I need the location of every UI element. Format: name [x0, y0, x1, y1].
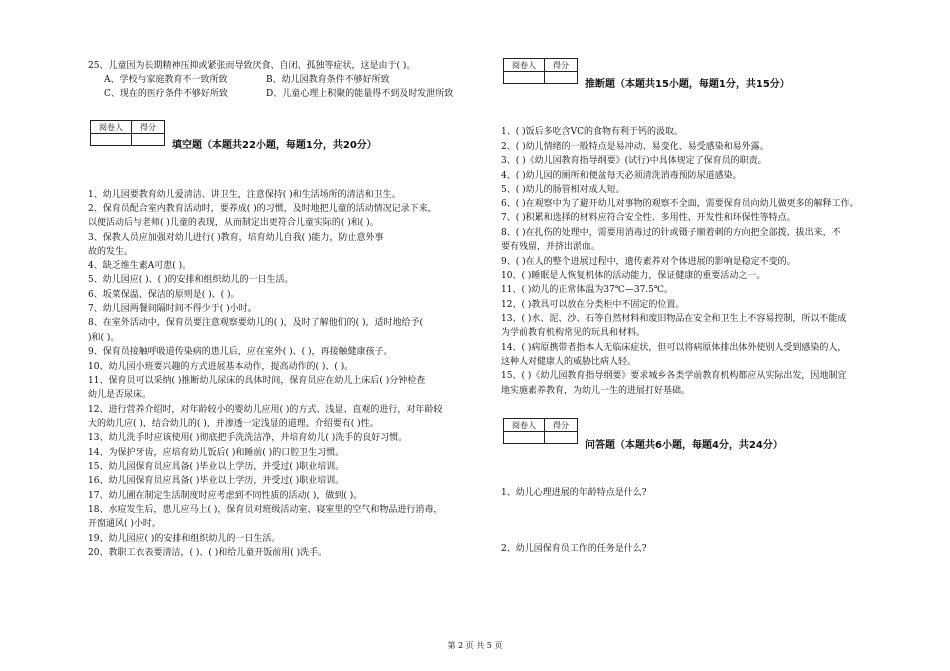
judge-line: 13、( )水、泥、沙、石等自然材料和废旧物品在安全和卫生上不容易控制，所以不能成	[501, 314, 847, 324]
score-cell[interactable]	[545, 432, 578, 444]
fill-line: 7、幼儿园两餐间隔时间不得少于( )小时。	[88, 304, 257, 314]
judge-line: 要有残留，并挤出淤血。	[501, 242, 601, 252]
score-box-qa	[503, 418, 578, 444]
judge-line: 1、( )饭后多吃含VC的食物有利于钙的汲取。	[501, 127, 683, 137]
fill-line: 5、幼儿园应( )、( )的安排和组织幼儿的一日生活。	[88, 275, 294, 285]
option-d: D、儿童心理上积聚的能量得不到及时发泄所致	[266, 89, 454, 99]
judge-line: 7、( )积累和选择的材料应符合安全性、多用性、开发性和环保性等特点。	[501, 213, 796, 223]
judge-line: 2、( )幼儿情绪的一般特点是易冲动、易变化、易受感染和易外露。	[501, 142, 769, 152]
score-box-fill	[90, 120, 165, 146]
judge-line: 11、( )幼儿的正常体温为37℃—37.5℃。	[501, 285, 673, 295]
fill-line: 20、教职工衣表要清洁，( )、( )和给儿童开饭前用( )洗手。	[88, 548, 328, 558]
qa-question-2: 2、幼儿园保育员工作的任务是什么?	[501, 544, 647, 554]
score-cell[interactable]	[132, 134, 165, 146]
fill-line: 14、为保护牙齿，应培育幼儿饭后( )和睡前( )的口腔卫生习惯。	[88, 448, 345, 458]
score-box-judge	[503, 58, 578, 84]
fill-line: 11、保育员可以采纳( )推断幼儿尿床的具体时间，保育员应在幼儿上床后( )分钟检查	[88, 376, 426, 386]
judge-line: 4、( )幼儿园的厕所和便盆每天必须清洗消毒预防尿道感染。	[501, 171, 742, 181]
reviewer-label: 阅卷人	[504, 419, 545, 432]
section-title-qa: 问答题（本题共6小题，每题4分，共24分）	[585, 440, 783, 451]
question-25: 25、儿童因为长期精神压抑或紧张而导致厌食、自闭、孤独等症状，这是由于( )。	[88, 61, 416, 71]
fill-line: 幼儿是否尿床。	[88, 390, 152, 400]
fill-line: 故的发生。	[88, 247, 134, 257]
judge-line: 地实施素养教育，为幼儿一生的进展打好基础。	[501, 386, 691, 396]
judge-line: 12、( )教具可以放在分类柜中不固定的位置。	[501, 300, 685, 310]
fill-line: 9、保育员接触呼吸道传染病的患儿后，应在室外( )、( )，再接触健康孩子。	[88, 347, 393, 357]
judge-line: 5、( )幼儿的肠管相对成人短。	[501, 185, 625, 195]
fill-line: 大的幼儿应( )，结合幼儿的( )，并渗透一定浅显的道理。介绍要有( )性。	[88, 419, 379, 429]
reviewer-label: 阅卷人	[504, 59, 545, 72]
qa-question-1: 1、幼儿心理进展的年龄特点是什么?	[501, 488, 647, 498]
fill-line: 开窗通风( )小时。	[88, 519, 161, 529]
reviewer-cell[interactable]	[504, 72, 545, 84]
fill-line: 1、幼儿园要教育幼儿爱清洁、讲卫生，注意保持( )和生活场所的清洁和卫生。	[88, 190, 401, 200]
page-footer: 第 2 页 共 5 页	[447, 641, 503, 650]
fill-line: 2、保育员配合室内教育活动时，要养成( )的习惯，及时地把儿童的活动情况记录下来，	[88, 204, 437, 214]
reviewer-label: 阅卷人	[91, 121, 132, 134]
judge-line: 10、( )睡眠是人恢复机体的活动能力，保证健康的重要活动之一。	[501, 271, 766, 281]
fill-line: )和( )。	[88, 333, 120, 343]
fill-line: 18、水痘发生后，患儿应马上( )，保育员对班级活动室、寝室里的空气和物品进行消毒，	[88, 505, 443, 515]
fill-line: 以便活动后与老师( )儿童的表现，从而制定出更符合儿童实际的( )和( )。	[88, 218, 379, 228]
section-title-fill: 填空题（本题共22小题，每题1分，共20分）	[172, 140, 377, 151]
judge-line: 3、( )《幼儿园教育指导纲要》(试行)中具体规定了保育员的职责。	[501, 156, 767, 166]
fill-line: 12、进行营养介绍时，对年龄较小的婴幼儿应用( )的方式、浅显、直观的进行，对年龄较	[88, 405, 443, 415]
fill-line: 8、在室外活动中，保育员要注意观察要幼儿的( )，及时了解他们的( )，适时地给予(	[88, 318, 424, 328]
judge-line: 9、( )在人的整个进展过程中，遗传素养对个体进展的影响是稳定不变的。	[501, 257, 796, 267]
judge-line: 8、( )在扎伤的处理中，需要用消毒过的针或镊子顺着刺的方向把全部拨、拔出来，不	[501, 228, 841, 238]
judge-line: 这种人对健康人的威胁比病人轻。	[501, 357, 637, 367]
fill-line: 16、幼儿园保育员应具备( )毕业以上学历，并受过( )职业培训。	[88, 476, 345, 486]
fill-line: 6、坂菜保温、保洁的原则是( )、( )。	[88, 290, 240, 300]
fill-line: 10、幼儿园小班要兴趣的方式进展基本动作，提高动作的( )、( )。	[88, 362, 354, 372]
fill-line: 3、保教人员应加强对幼儿进行( )教育，培育幼儿自我( )能力，防止意外事	[88, 233, 384, 243]
score-cell[interactable]	[545, 72, 578, 84]
score-label: 得分	[545, 419, 578, 432]
option-a: A、学校与家庭教育不一致所致	[104, 75, 228, 85]
judge-line: 14、( )病原携带者指本人无临床症状，但可以将病原体排出体外使别人受到感染的人，	[501, 343, 847, 353]
fill-line: 19、幼儿园应( )的安排和组织幼儿的一日生活。	[88, 534, 281, 544]
judge-line: 为学前教育机构常见的玩具和材料。	[501, 328, 646, 338]
reviewer-cell[interactable]	[504, 432, 545, 444]
fill-line: 4、缺乏维生素A可患( )。	[88, 261, 192, 271]
judge-line: 6、( )在观察中为了避开幼儿对事物的观察不全面，需要保育员向幼儿做更多的解释工作。	[501, 199, 859, 209]
fill-line: 13、幼儿洗手时应该使用( )彻底把手洗洗洁净，并培育幼儿( )洗手的良好习惯。	[88, 433, 408, 443]
section-title-judge: 推断题（本题共15小题，每题1分，共15分）	[585, 79, 790, 90]
fill-line: 17、幼儿圃在制定生活制度时应考虑到不同性质的活动( )，做到( )。	[88, 491, 363, 501]
reviewer-cell[interactable]	[91, 134, 132, 146]
option-b: B、幼儿园教育条件不够好所致	[266, 75, 390, 85]
score-label: 得分	[545, 59, 578, 72]
score-label: 得分	[132, 121, 165, 134]
judge-line: 15、( )《幼儿园教育指导纲要》要求城乡各类学前教育机构都应从实际出发，因地制宜	[501, 371, 847, 381]
option-c: C、现在的医疗条件不够好所致	[104, 89, 228, 99]
fill-line: 15、幼儿园保育员应具备( )毕业以上学历，并受过( )职业培训。	[88, 462, 345, 472]
